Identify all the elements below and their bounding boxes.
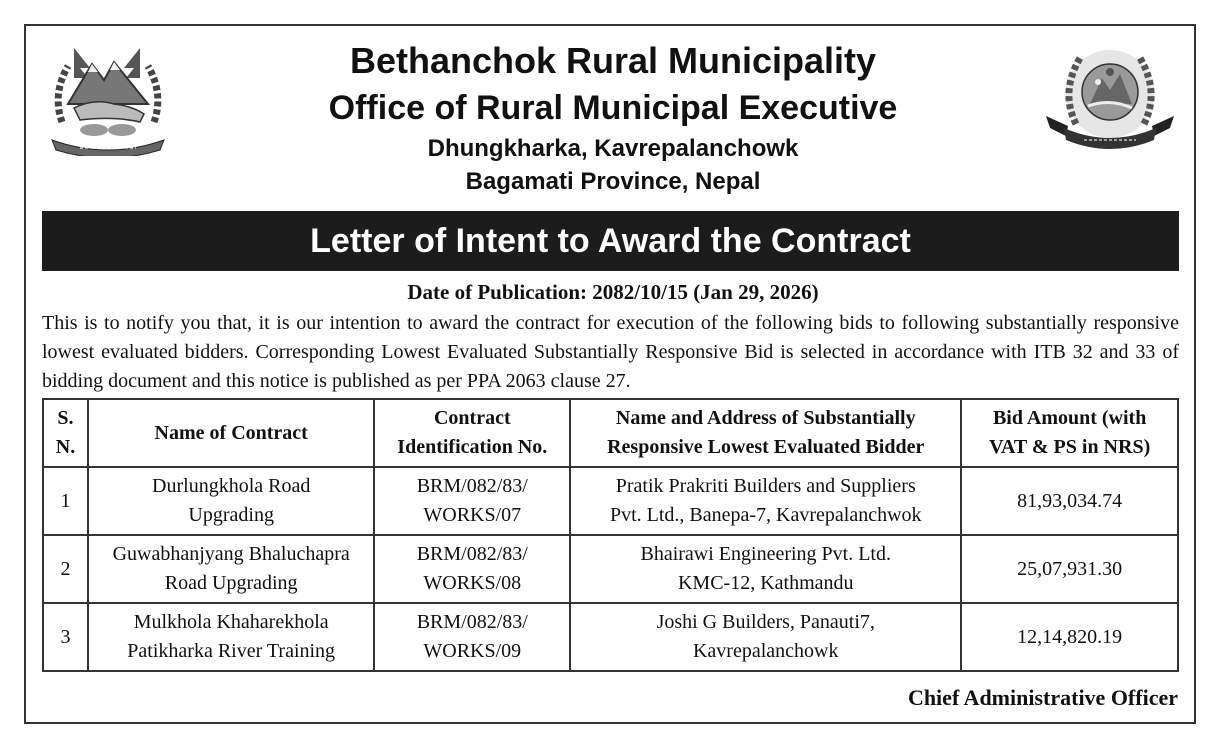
header-contract-name: Name of Contract: [88, 399, 374, 467]
table-row: [43, 467, 1178, 535]
row-bid-amount: 81,93,034.74: [961, 467, 1178, 535]
row-bid-amount: 25,07,931.30: [961, 535, 1178, 603]
table-row: [43, 603, 1178, 671]
row-contract-name: Mulkhola Khaharekhola Patikharka River Training: [88, 603, 374, 671]
header-sn: S. N.: [43, 399, 88, 467]
header-bid-amount: Bid Amount (with VAT & PS in NRS): [961, 399, 1178, 467]
province-country: Bagamati Province, Nepal: [465, 168, 761, 195]
row-bidder: Joshi G Builders, Panauti7, Kavrepalanchowk: [570, 603, 961, 671]
publication-date: Date of Publication: 2082/10/15 (Jan 29, 2026): [407, 280, 819, 304]
row-bid-amount: 12,14,820.19: [961, 603, 1178, 671]
notice-title-banner: Letter of Intent to Award the Contract: [42, 211, 1179, 271]
header-bidder: Name and Address of Substantially Responsive Lowest Evaluated Bidder: [570, 399, 961, 467]
notice-paragraph: This is to notify you that, it is our intention to award the contract for execution of the following bids to following substantially responsive lowest evaluated bidders. Corresponding Lowest Evaluated Substantially Responsive Bid is selected in accordance with ITB 32 and 33 of bidding document and this notice is published as per PPA 2063 clause 27.: [42, 312, 1179, 392]
row-bidder: Bhairawi Engineering Pvt. Ltd. KMC-12, Kathmandu: [570, 535, 961, 603]
row-sn: 1: [43, 467, 88, 535]
row-contract-id: BRM/082/83/ WORKS/07: [374, 467, 570, 535]
table-header-row: [43, 399, 1178, 467]
row-sn: 2: [43, 535, 88, 603]
bids-table: [42, 398, 1179, 672]
row-sn: 3: [43, 603, 88, 671]
table-row: [43, 535, 1178, 603]
office-name: Office of Rural Municipal Executive: [328, 89, 898, 127]
signatory-title: Chief Administrative Officer: [907, 685, 1178, 710]
office-address: Dhungkharka, Kavrepalanchowk: [427, 135, 799, 162]
row-contract-id: BRM/082/83/ WORKS/09: [374, 603, 570, 671]
row-contract-name: Durlungkhola Road Upgrading: [88, 467, 374, 535]
row-contract-id: BRM/082/83/ WORKS/08: [374, 535, 570, 603]
header-contract-id: Contract Identification No.: [374, 399, 570, 467]
municipality-name: Bethanchok Rural Municipality: [349, 40, 877, 81]
row-bidder: Pratik Prakriti Builders and Suppliers Pvt. Ltd., Banepa-7, Kavrepalanchwok: [570, 467, 961, 535]
row-contract-name: Guwabhanjyang Bhaluchapra Road Upgrading: [88, 535, 374, 603]
